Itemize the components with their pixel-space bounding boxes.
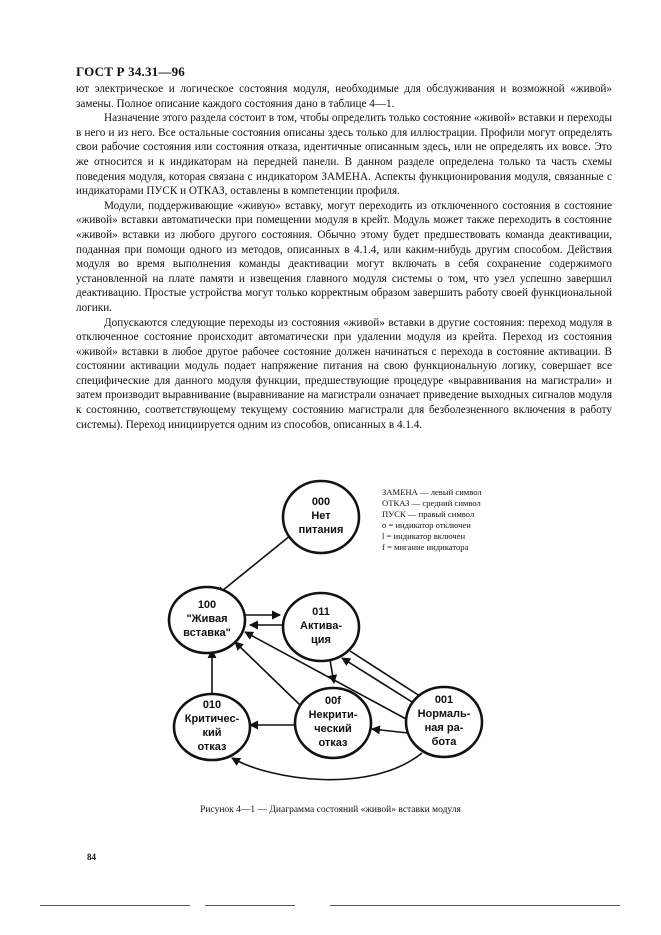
node-010-line-3: отказ <box>197 741 227 753</box>
node-00f-code: 00f <box>325 695 341 707</box>
body-text <box>76 82 612 432</box>
diagram-legend <box>382 487 482 552</box>
node-001-line-2: ная ра- <box>424 722 464 734</box>
node-010-code: 010 <box>202 699 222 711</box>
paragraph-2: Назначение этого раздела состоит в том, чтобы определить только состояние «живой» вставки и переходы в него и из него. Все остальные состояния описаны здесь только для иллюстрации. Профили могут определять свои рабочие состояния или состояния отказа, идентичные описанным здесь, или не определять их вовсе. Это же относится и к индикаторам на передней панели. В данном разделе определена только та часть схемы поведения модуля, которая связана с индикатором ЗАМЕНА. Аспекты функционирования модуля, связанные с индикаторами ПУСК и ОТКАЗ, оставлены в компетенции профиля. <box>76 112 612 198</box>
page-header: ГОСТ Р 34.31—96 <box>76 64 185 79</box>
node-100-code: 100 <box>197 599 217 611</box>
node-010-line-1: Критичес- <box>184 713 240 725</box>
node-011-code: 011 <box>312 606 330 618</box>
node-001-line-1: Нормаль- <box>417 708 471 720</box>
node-011-line-1: Актива- <box>300 620 342 632</box>
node-00f-line-2: ческий <box>314 723 352 735</box>
edge-000-100 <box>217 531 296 595</box>
paragraph-1: ют электрическое и логическое состояния модуля, необходимые для обслуживания и возможной «живой» замены. Полное описание каждого состояния дано в таблице 4—1. <box>76 83 612 110</box>
node-001-code: 001 <box>434 694 454 706</box>
footer-rule-right <box>330 905 620 906</box>
node-001-line-3: бота <box>431 736 457 748</box>
footer-rule-left <box>40 905 190 906</box>
node-000-line-2: питания <box>298 524 344 536</box>
node-00f-line-1: Некрити- <box>308 709 358 721</box>
node-011-line-2: ция <box>311 634 331 646</box>
paragraph-3: Модули, поддерживающие «живую» вставку, могут переходить из отключенного состояния в состояние «живой» вставки автоматически при помещении модуля в крейт. Модуль может также переходить в состояние «живой» вставки из любого другого состояния. Обычно этому будет предшествовать команда деактивации, поданная при помощи одного из методов, описанных в 4.1.4, или каким-нибудь другим способом. Действия модуля во время выполнения команды деактивации могут включать в себя сохранение содержимого установленной на плате памяти и извещения главного модуля системы о том, что узел успешно завершил деактивацию. Простые устройства могут только корректным образом завершить работу своей функциональной логики. <box>76 199 612 314</box>
edge-011-001 <box>350 651 426 700</box>
legend-line-3: ПУСК — правый символ <box>382 509 475 519</box>
node-100-line-1: "Живая <box>186 613 228 625</box>
node-000-line-1: Нет <box>311 510 331 522</box>
paragraph-4: Допускаются следующие переходы из состояния «живой» вставки в другие состояния: переход модуля в отключенное состояние происходит автоматически при удалении модуля из крейта. Переход из состояния «живой» вставки в любое другое рабочее состояние должен начинаться с перехода в состояние активации. В состоянии активации модуль подает напряжение питания на свою функциональную логику, совершает все специфические для данного модуля функции, предшествующие процедуре «выравнивания на магистрали» и затем производит выравнивание (выравнивание на магистрали означает приведение выходных сигналов модуля к состоянию, соответствующему текущему состоянию магистрали для безболезненного включения в работу системы). Переход инициируется одним из способов, описанных в 4.1.4. <box>76 316 612 431</box>
legend-line-4: o = индикатор отключен <box>382 520 471 530</box>
page-number: 84 <box>87 852 96 862</box>
legend-line-2: ОТКАЗ — средний символ <box>382 498 481 508</box>
figure-caption: Рисунок 4—1 — Диаграмма состояний «живой» вставки модуля <box>200 805 461 815</box>
state-diagram <box>150 475 520 795</box>
edge-001-00f <box>372 729 408 733</box>
legend-line-6: f = мигание индикатора <box>382 542 469 552</box>
node-00f-line-3: отказ <box>318 737 348 749</box>
node-000-code: 000 <box>311 496 331 508</box>
edge-00f-100 <box>235 642 300 705</box>
node-010-line-2: кий <box>202 727 222 739</box>
node-100-line-2: вставка" <box>183 627 231 639</box>
legend-line-5: l = индикатор включен <box>382 531 466 541</box>
footer-rule-middle <box>205 905 295 906</box>
legend-line-1: ЗАМЕНА — левый символ <box>382 487 482 497</box>
